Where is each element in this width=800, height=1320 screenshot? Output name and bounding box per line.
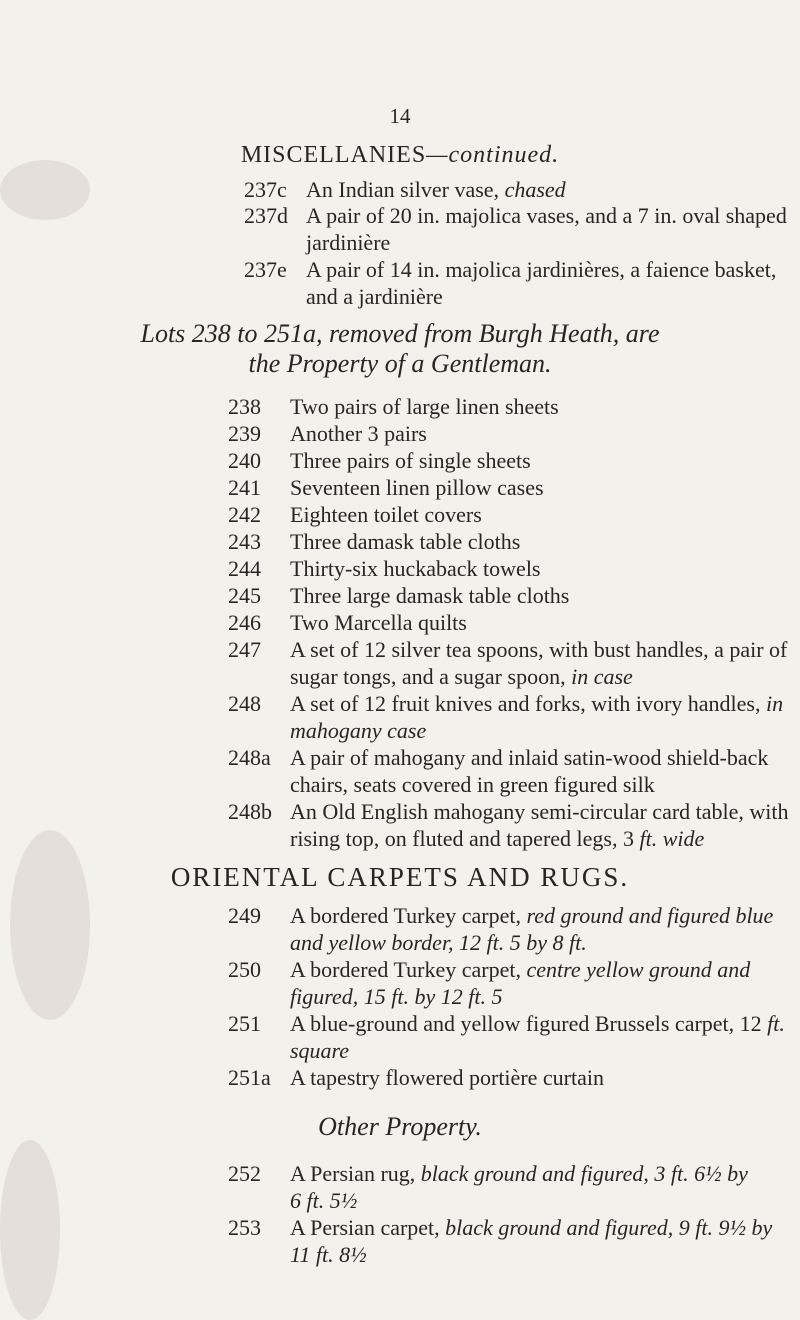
lot-line	[290, 825, 800, 852]
lot-line: A set of 12 silver tea spoons, with bust handles, a pair of	[290, 637, 788, 662]
lot-text: A Persian rug,	[290, 1161, 421, 1186]
lot-number: 248b	[228, 799, 272, 824]
lot-text: A bordered Turkey carpet,	[290, 957, 527, 982]
lot-description	[290, 690, 800, 744]
lot-line	[290, 1037, 800, 1064]
lot-description: A pair of 14 in. majolica jardinières, a faience basket, and a jardinière	[306, 257, 777, 309]
lot-text-italic: black ground and figured, 9 ft. 9½ by	[445, 1215, 773, 1240]
lot-line: An Old English mahogany semi-circular card table, with	[290, 799, 789, 824]
paper-stain	[0, 1140, 60, 1320]
lot-line	[290, 902, 800, 929]
lot-text-italic: red ground and figured blue	[526, 903, 774, 928]
lot-description	[290, 1214, 800, 1268]
lot-text-italic: chased	[504, 177, 566, 202]
lot-line: chairs, seats covered in green figured silk	[290, 772, 655, 797]
section-suffix: —continued.	[426, 142, 560, 168]
section-title: MISCELLANIES	[240, 142, 427, 168]
lot-text: A Persian carpet,	[290, 1215, 446, 1240]
lot-text-italic: 11 ft. 8½	[290, 1242, 367, 1267]
lot-text: A set of 12 fruit knives and forks, with ivory handles,	[290, 691, 766, 716]
lot-number: 237e	[244, 257, 287, 282]
paper-stain	[10, 830, 90, 1020]
lot-number: 252	[228, 1161, 261, 1186]
lot-description: Three large damask table cloths	[290, 583, 570, 608]
lot-description	[306, 176, 766, 203]
lot-text-italic: 6 ft. 5½	[290, 1188, 358, 1213]
lot-text-italic: ft. wide	[639, 826, 705, 851]
lot-text-italic: and yellow border, 12 ft. 5 by 8 ft.	[290, 930, 587, 955]
lot-text: A bordered Turkey carpet,	[290, 903, 527, 928]
lot-number: 237d	[244, 203, 288, 228]
lot-text-italic: figured, 15 ft. by 12 ft. 5	[290, 984, 503, 1009]
lot-description: A pair of 20 in. majolica vases, and a 7 in. oval shaped jardinière	[306, 203, 787, 255]
lot-text: rising top, on fluted and tapered legs, 3	[290, 826, 640, 851]
lot-line	[290, 929, 800, 956]
lot-text-italic: centre yellow ground and	[526, 957, 751, 982]
lot-description: Three pairs of single sheets	[290, 448, 531, 473]
lot-text-italic: in	[766, 691, 784, 716]
lot-description	[290, 956, 800, 1010]
lot-number: 253	[228, 1215, 261, 1240]
lot-line	[290, 1187, 800, 1214]
lot-text-italic: mahogany case	[290, 718, 427, 743]
lot-description: Thirty-six huckaback towels	[290, 556, 541, 581]
lot-description: Three damask table cloths	[290, 529, 521, 554]
lot-description: Eighteen toilet covers	[290, 502, 482, 527]
lot-description	[290, 744, 800, 798]
lot-description	[290, 902, 800, 956]
lot-number: 244	[228, 556, 261, 581]
lot-description	[290, 1010, 800, 1064]
lot-description: Two Marcella quilts	[290, 610, 467, 635]
lot-number: 246	[228, 610, 261, 635]
lot-text-italic: black ground and figured, 3 ft. 6½ by	[420, 1161, 748, 1186]
lot-line: A pair of mahogany and inlaid satin-wood shield-back	[290, 745, 769, 770]
lot-number: 237c	[244, 177, 287, 202]
lot-description: Two pairs of large linen sheets	[290, 394, 559, 419]
lot-text: A blue-ground and yellow figured Brussels carpet, 12	[290, 1011, 768, 1036]
lot-number: 249	[228, 903, 261, 928]
lot-number: 248a	[228, 745, 271, 770]
lot-number: 241	[228, 475, 261, 500]
carpets-heading: ORIENTAL CARPETS AND RUGS.	[170, 862, 630, 892]
other-property-heading: Other Property.	[318, 1112, 482, 1141]
lot-number: 248	[228, 691, 261, 716]
lot-number: 238	[228, 394, 261, 419]
lot-description: A tapestry flowered portière curtain	[290, 1065, 604, 1090]
lot-number: 242	[228, 502, 261, 527]
lot-number: 243	[228, 529, 261, 554]
lot-number: 250	[228, 957, 261, 982]
lot-line	[290, 1160, 800, 1187]
page-number: 14	[389, 104, 411, 128]
lot-description	[290, 1160, 800, 1214]
lot-number: 251a	[228, 1065, 271, 1090]
lot-description: Seventeen linen pillow cases	[290, 475, 544, 500]
lot-line	[290, 1214, 800, 1241]
lot-text-italic: ft.	[767, 1011, 785, 1036]
lot-description: Another 3 pairs	[290, 421, 427, 446]
lot-description	[290, 636, 800, 690]
lot-number: 240	[228, 448, 261, 473]
lot-number: 247	[228, 637, 261, 662]
lot-line	[290, 1241, 800, 1268]
paper-stain	[0, 160, 90, 220]
lot-line	[290, 956, 800, 983]
lot-text: sugar tongs, and a sugar spoon,	[290, 664, 572, 689]
lot-text-italic: square	[290, 1038, 350, 1063]
lot-line	[290, 717, 800, 744]
lot-line	[290, 1010, 800, 1037]
lot-text-italic: in case	[571, 664, 633, 689]
lot-line	[290, 983, 800, 1010]
section-heading	[0, 142, 800, 169]
lot-number: 245	[228, 583, 261, 608]
group-heading-line2: the Property of a Gentleman.	[248, 349, 552, 378]
group-heading-line1: Lots 238 to 251a, removed from Burgh Heath, are	[140, 319, 660, 348]
lot-description	[290, 798, 800, 852]
lot-line	[290, 663, 800, 690]
lot-text: An Indian silver vase,	[306, 177, 505, 202]
lot-number: 239	[228, 421, 261, 446]
lot-number: 251	[228, 1011, 261, 1036]
lot-line	[290, 690, 800, 717]
